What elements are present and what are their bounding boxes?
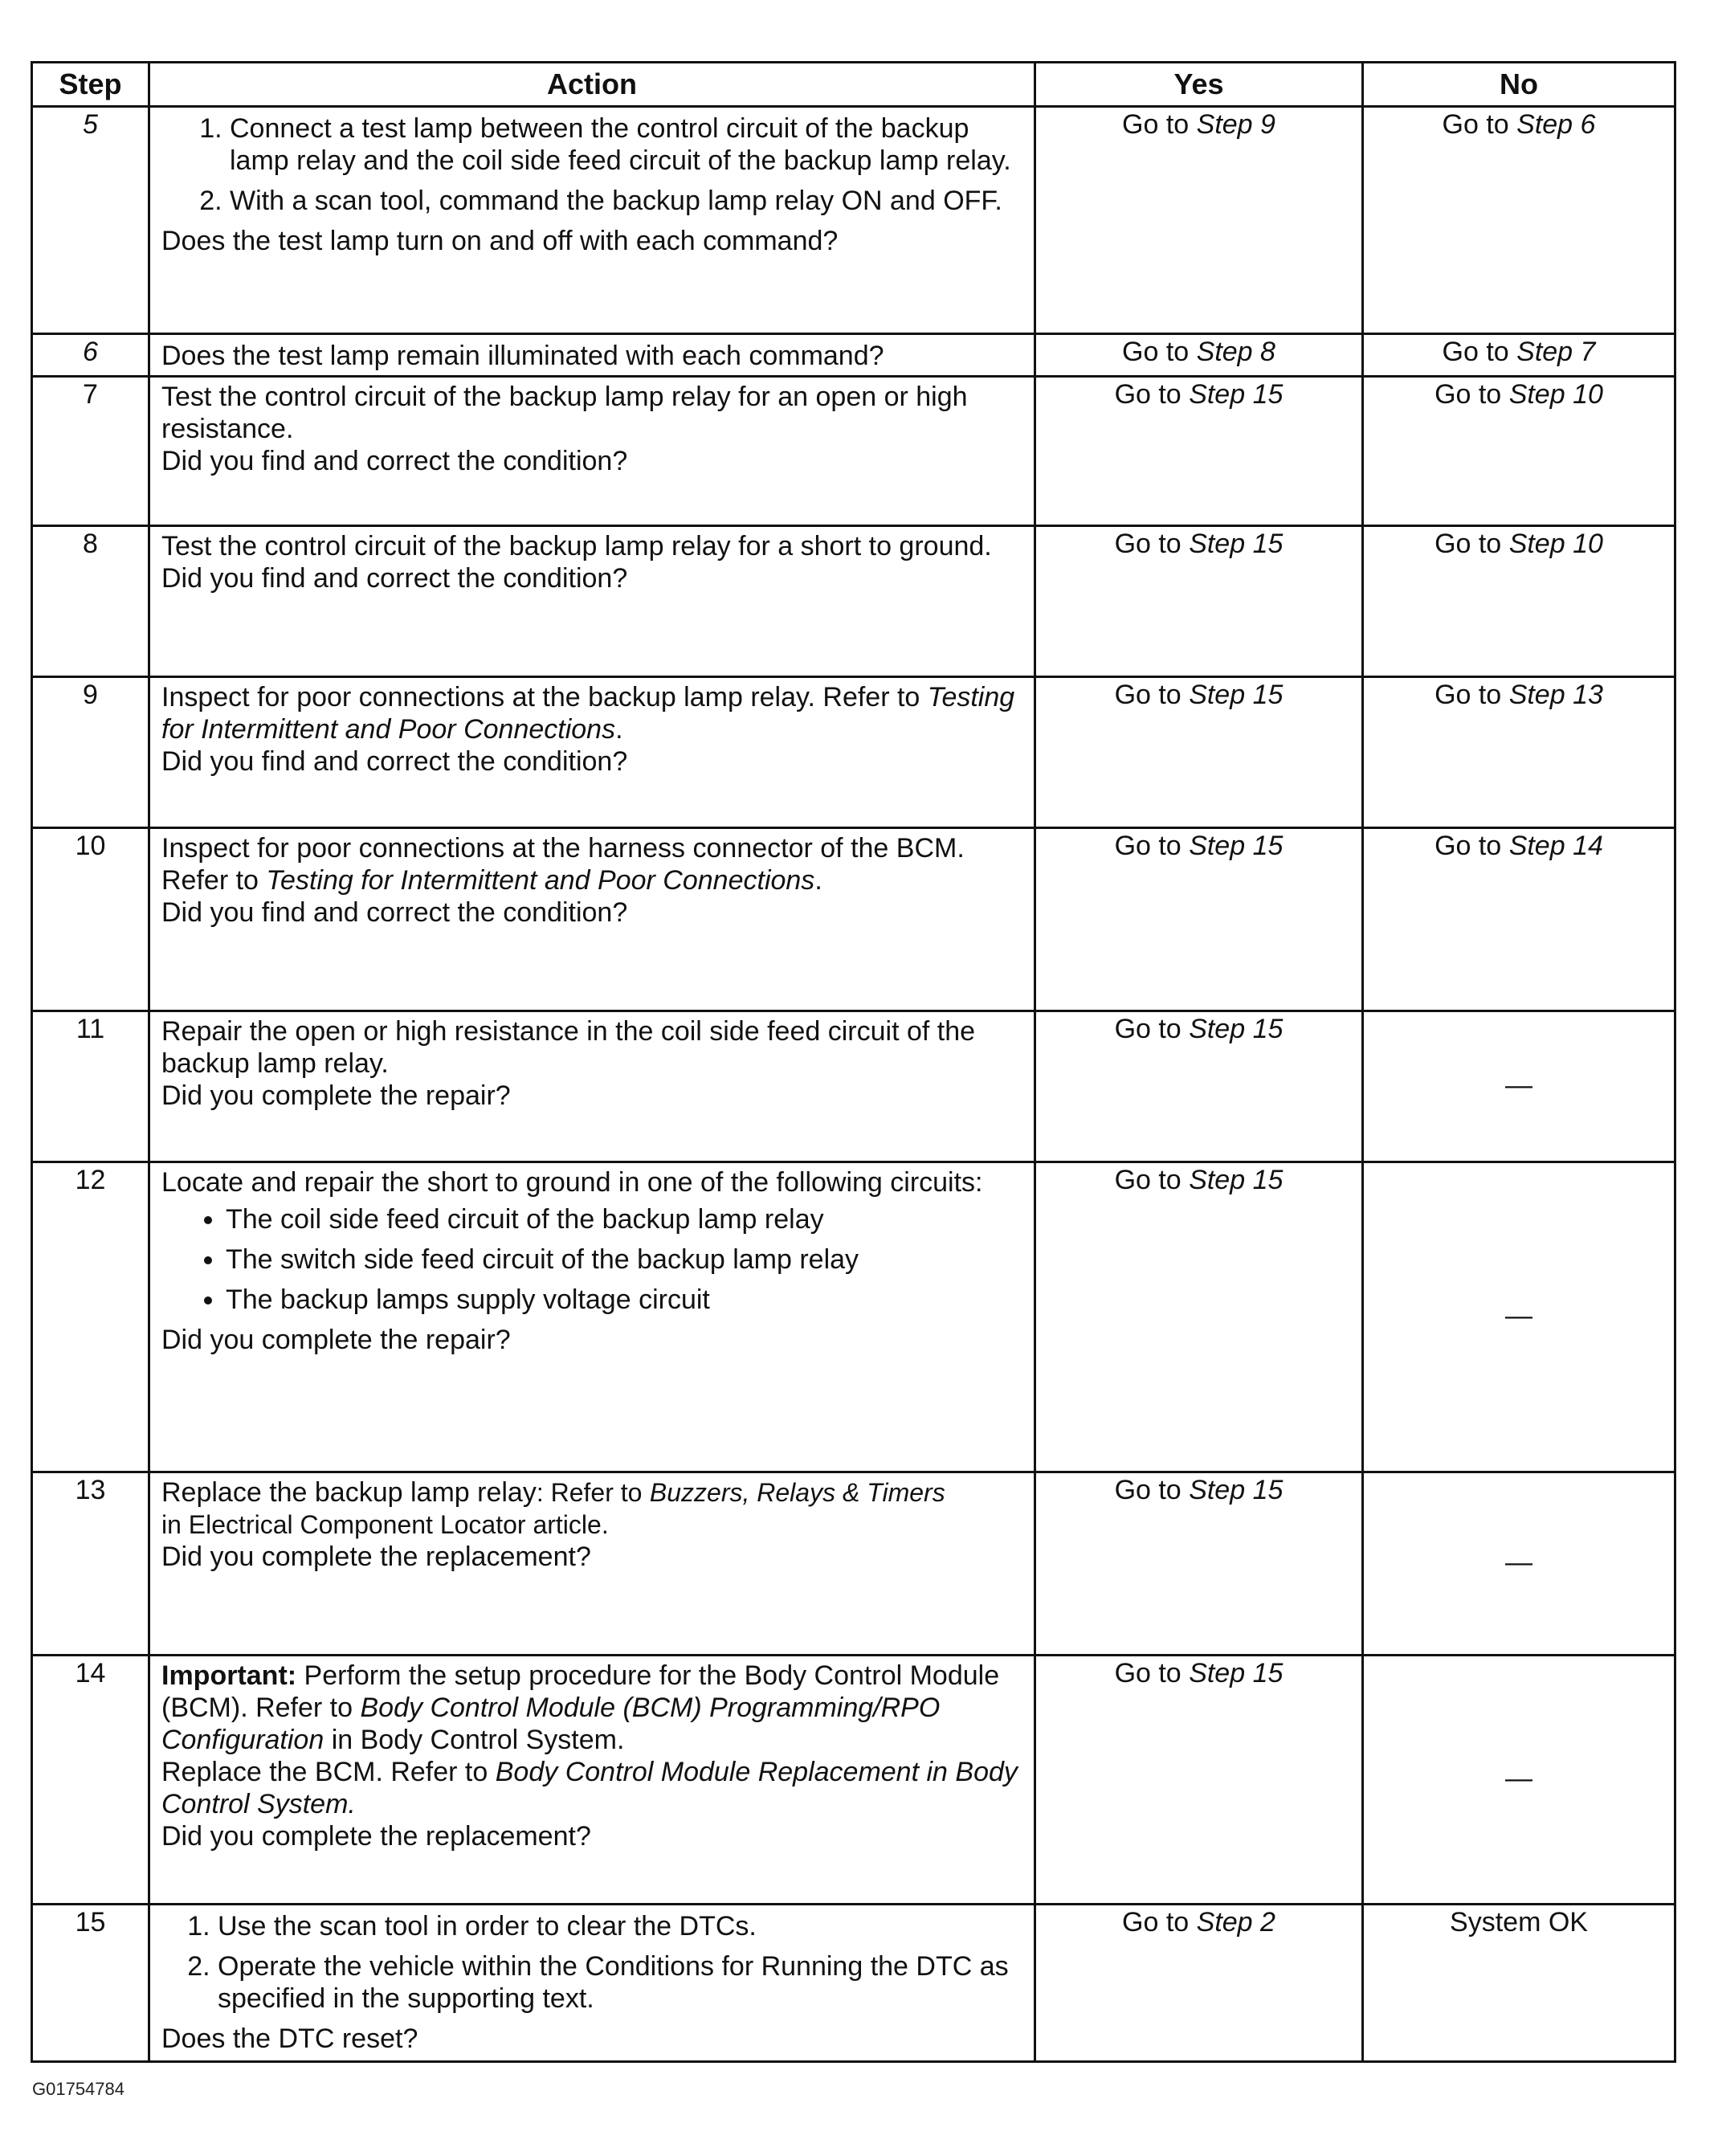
action-cell [149,334,1035,377]
instruction-text: Replace the backup lamp relay: Refer to Buzzers, Relays & Timers in Electrical Component Locator article. [161,1477,945,1539]
header-action: Action [149,63,1035,107]
question-text: Did you find and correct the condition? [161,563,628,594]
table-row [32,1011,1675,1162]
question-text: Did you complete the replacement? [161,1821,591,1852]
table-row [32,334,1675,377]
step-number: 9 [32,677,149,828]
yes-step-ref: 15 [1252,1014,1284,1044]
yes-cell: Go to Step 15 [1035,677,1363,828]
yes-step-ref: 15 [1252,1475,1284,1505]
yes-cell: Go to Step 15 [1035,1472,1363,1656]
header-yes: Yes [1035,63,1363,107]
yes-step-ref: 9 [1260,109,1275,140]
list-item: 2. With a scan tool, command the backup lamp relay ON and OFF. [230,185,1022,217]
instruction-text: Replace the BCM. Refer to Body Control Module Replacement in Body Control System. [161,1757,1018,1819]
yes-cell: Go to Step 15 [1035,1011,1363,1162]
table-row [32,1162,1675,1472]
no-step-ref: 10 [1573,379,1603,410]
step-number: 10 [32,828,149,1011]
action-cell [149,526,1035,677]
yes-step-ref: 15 [1252,1165,1284,1195]
list-item: 2. Operate the vehicle within the Conditions for Running the DTC as specified in the supporting text. [218,1950,1022,2015]
header-no: No [1363,63,1675,107]
question-text: Did you complete the replacement? [161,1541,591,1572]
list-item: • The backup lamps supply voltage circuit [226,1284,1022,1316]
reference-link[interactable]: Body Control Module (BCM) Programming/RPO Configuration [161,1693,941,1755]
no-cell-dash: — [1363,1162,1675,1472]
question-text: Does the test lamp turn on and off with each command? [161,226,839,256]
step-number: 15 [32,1905,149,2062]
question-text: Did you find and correct the condition? [161,446,628,476]
yes-cell: Go to Step 15 [1035,1656,1363,1905]
step-number: 5 [32,107,149,334]
action-cell [149,677,1035,828]
yes-step-ref: 15 [1252,680,1284,710]
table-row [32,526,1675,677]
no-cell: Go to Step 13 [1363,677,1675,828]
yes-step-ref: 2 [1260,1907,1275,1938]
instruction-text: Repair the open or high resistance in the coil side feed circuit of the backup lamp relay. [161,1016,976,1079]
action-cell [149,1162,1035,1472]
important-label: Important: [161,1660,297,1691]
no-cell: Go to Step 10 [1363,526,1675,677]
question-text: Did you complete the repair? [161,1080,511,1111]
step-number: 7 [32,377,149,526]
action-cell [149,377,1035,526]
question-text: Did you find and correct the condition? [161,897,628,928]
reference-link[interactable]: Testing for Intermittent and Poor Connections [266,865,815,896]
yes-cell: Go to Step 15 [1035,526,1363,677]
action-cell [149,1905,1035,2062]
header-row [32,63,1675,107]
action-cell [149,828,1035,1011]
instruction-text: Locate and repair the short to ground in one of the following circuits: [161,1167,983,1198]
list-item: 1. Use the scan tool in order to clear the DTCs. [218,1910,1022,1942]
step-number: 14 [32,1656,149,1905]
no-step-ref: 7 [1580,337,1596,367]
no-cell-dash: — [1363,1656,1675,1905]
yes-step-ref: 15 [1252,831,1284,861]
question-text: Does the DTC reset? [161,2023,418,2054]
action-cell [149,1011,1035,1162]
step-number: 8 [32,526,149,677]
no-cell: Go to Step 10 [1363,377,1675,526]
table-row [32,828,1675,1011]
numbered-list [161,1910,1022,2023]
no-cell-result: System OK [1363,1905,1675,2062]
table-row [32,677,1675,828]
no-step-ref: 13 [1573,680,1603,710]
reference-link[interactable]: Testing for Intermittent and Poor Connections [161,682,1015,745]
yes-cell: Go to Step 15 [1035,828,1363,1011]
action-cell [149,1472,1035,1656]
bullet-list [161,1203,1022,1316]
important-note: Important: Perform the setup procedure for the Body Control Module (BCM). Refer to Body Control Module (BCM) Programming/RPO Configuration in Body Control System. [161,1660,1000,1755]
instruction-text: Test the control circuit of the backup lamp relay for an open or high resistance. [161,382,968,444]
table-row [32,1656,1675,1905]
yes-cell: Go to Step 2 [1035,1905,1363,2062]
yes-step-ref: 15 [1252,529,1284,559]
question-text: Did you complete the repair? [161,1325,511,1355]
step-number: 12 [32,1162,149,1472]
no-step-ref: 6 [1580,109,1596,140]
action-cell [149,107,1035,334]
no-cell: Go to Step 14 [1363,828,1675,1011]
no-cell: Go to Step 7 [1363,334,1675,377]
yes-cell: Go to Step 9 [1035,107,1363,334]
step-number: 11 [32,1011,149,1162]
action-cell [149,1656,1035,1905]
list-item: • The coil side feed circuit of the backup lamp relay [226,1203,1022,1235]
instruction-text: Inspect for poor connections at the harness connector of the BCM. Refer to Testing for Intermittent and Poor Connections. [161,833,965,896]
yes-step-ref: 15 [1252,379,1284,410]
step-number: 13 [32,1472,149,1656]
numbered-list [161,112,1022,225]
question-text: Did you find and correct the condition? [161,746,628,777]
table-row [32,377,1675,526]
yes-cell: Go to Step 15 [1035,1162,1363,1472]
table-row [32,1472,1675,1656]
reference-link[interactable]: Buzzers, Relays & Timers [649,1478,945,1507]
no-cell-dash: — [1363,1011,1675,1162]
yes-cell: Go to Step 8 [1035,334,1363,377]
yes-cell: Go to Step 15 [1035,377,1363,526]
no-cell: Go to Step 6 [1363,107,1675,334]
list-item: 1. Connect a test lamp between the control circuit of the backup lamp relay and the coil side feed circuit of the backup lamp relay. [230,112,1022,177]
reference-link[interactable]: Body Control Module Replacement [495,1757,920,1787]
figure-id: G01754784 [32,2079,124,2099]
table-row [32,1905,1675,2062]
header-step: Step [32,63,149,107]
yes-step-ref: 15 [1252,1658,1284,1688]
no-step-ref: 10 [1573,529,1603,559]
table-row [32,107,1675,334]
yes-step-ref: 8 [1260,337,1275,367]
diagnostic-table [31,61,1676,2063]
instruction-text: Inspect for poor connections at the backup lamp relay. Refer to Testing for Intermittent and Poor Connections. [161,682,1015,745]
question-text: Does the test lamp remain illuminated with each command? [161,341,884,371]
no-cell-dash: — [1363,1472,1675,1656]
instruction-text: Test the control circuit of the backup lamp relay for a short to ground. [161,531,992,561]
list-item: • The switch side feed circuit of the backup lamp relay [226,1243,1022,1276]
step-number: 6 [32,334,149,377]
no-step-ref: 14 [1573,831,1603,861]
